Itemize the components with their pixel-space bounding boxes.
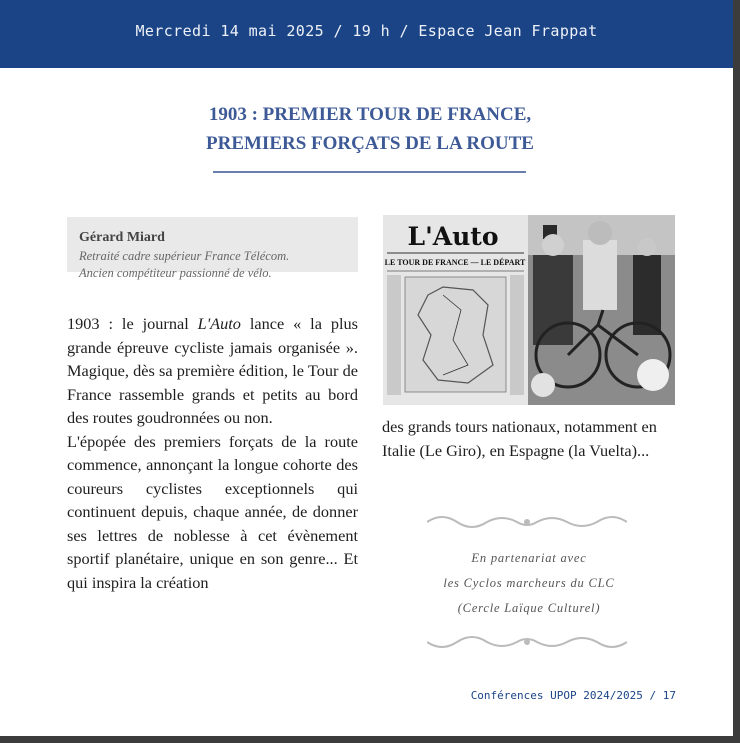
partnership-note xyxy=(395,546,663,621)
author-role-line-1: Retraité cadre supérieur France Télécom. xyxy=(79,249,290,263)
header-banner xyxy=(0,0,733,68)
title-divider xyxy=(213,171,526,173)
author-box xyxy=(67,217,358,280)
paragraph-1: 1903 : le journal L'Auto lance « la plus grande épreuve cycliste jamais organisée ». Magique, dès sa première édition, le Tour de France rassemble grands et petits au bord des routes goudronnées ou non. xyxy=(67,314,358,427)
title-line-1: 1903 : PREMIER TOUR DE FRANCE, xyxy=(208,104,532,125)
historic-photo xyxy=(383,215,675,405)
page-footer: Conférences UPOP 2024/2025 / 17 xyxy=(470,689,676,702)
newspaper-name: L'Auto xyxy=(197,314,241,333)
author-role xyxy=(79,248,289,282)
event-info: Mercredi 14 mai 2025 / 19 h / Espace Jean Frappat xyxy=(135,22,598,40)
ornament-top xyxy=(427,512,627,532)
article-title xyxy=(120,100,620,158)
partnership-line-1: En partenariat avec xyxy=(471,551,587,565)
newspaper-title: L'Auto xyxy=(407,222,499,251)
paragraph-3: des grands tours nationaux, notamment en Italie (Le Giro), en Espagne (la Vuelta)... xyxy=(382,417,657,460)
body-column-right xyxy=(382,415,676,462)
partnership-line-3: (Cercle Laïque Culturel) xyxy=(457,601,601,615)
newspaper-headline: LE TOUR DE FRANCE — LE DÉPART xyxy=(384,258,526,267)
title-line-2: PREMIERS FORÇATS DE LA ROUTE xyxy=(206,133,534,154)
ornament-bottom xyxy=(427,632,627,652)
partnership-line-2: les Cyclos marcheurs du CLC xyxy=(443,576,615,590)
author-role-line-2: Ancien compétiteur passionné de vélo. xyxy=(79,266,272,280)
author-name: Gérard Miard xyxy=(79,230,165,245)
paragraph-2: L'épopée des premiers forçats de la route commence, annonçant la longue cohorte des coureurs cyclistes exceptionnels qui continuent depuis, chaque année, de donner ses lettres de noblesse à cet évènement sportif planétaire, unique en son genre... Et qui inspira la création xyxy=(67,431,358,592)
body-column-left xyxy=(67,312,358,594)
